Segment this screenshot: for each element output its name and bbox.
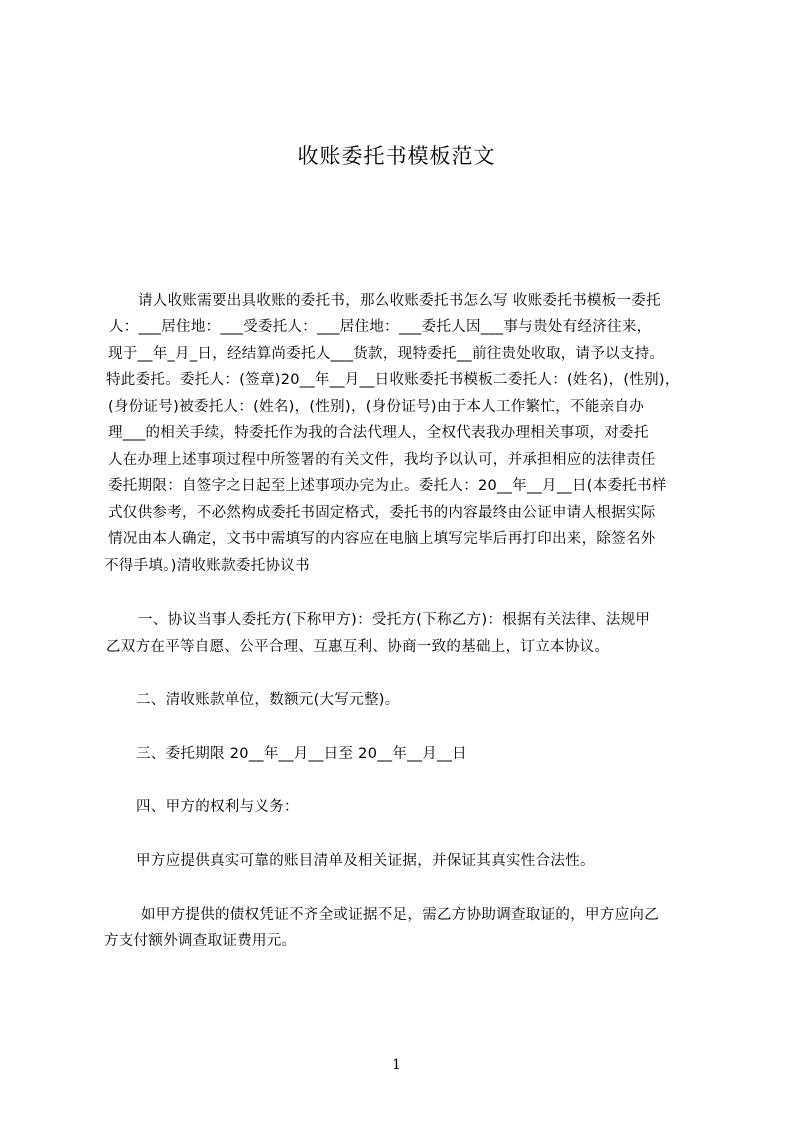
intro-line-5: (身份证号)被委托人：(姓名)，(性别)，(身份证号)由于本人工作繁忙，不能亲自办 [108,399,645,415]
intro-line-8: 委托期限：自签字之日起至上述事项办完为止。委托人：20__年__月__日(本委托书样 [108,478,667,494]
intro-line-7: 人在办理上述事项过程中所签署的有关文件，我均予以认可，并承担相应的法律责任 [108,452,656,468]
intro-line-4: 特此委托。委托人：(签章)20__年__月__日收账委托书模板二委托人：(姓名)，(性别)， [106,372,680,388]
intro-line-10: 情况由本人确定，文书中需填写的内容应在电脑上填写完毕后再打印出来，除签名外 [108,531,656,547]
section-4-paragraph-1: 甲方应提供真实可靠的账目清单及相关证据，并保证其真实性合法性。 [136,853,595,869]
section-3: 三、委托期限 20__年__月__日至 20__年__月__日 [136,746,467,762]
intro-line-6: 理___的相关手续，特委托作为我的合法代理人，全权代表我办理相关事项，对委托 [108,425,649,441]
intro-line-1: 请人收账需要出具收账的委托书，那么收账委托书怎么写 收账委托书模板一委托 [138,293,661,309]
page-number: 1 [392,1057,401,1073]
section-4-paragraph-2-line-2: 方支付额外调查取证费用元。 [104,933,297,949]
section-4-paragraph-2-line-1: 如甲方提供的债权凭证不齐全或证据不足，需乙方协助调查取证的，甲方应向乙 [141,907,659,923]
intro-line-9: 式仅供参考，不必然构成委托书固定格式，委托书的内容最终由公证申请人根据实际 [108,505,656,521]
section-1-line-1: 一、协议当事人委托方(下称甲方)：受托方(下称乙方)：根据有关法律、法规甲 [138,612,651,628]
section-1-line-2: 乙双方在平等自愿、公平合理、互惠互利、协商一致的基础上，订立本协议。 [106,639,610,655]
intro-line-11: 不得手填。)清收账款委托协议书 [104,558,310,574]
section-2: 二、清收账款单位，数额元(大写元整)。 [136,692,400,708]
section-4-heading: 四、甲方的权利与义务： [136,799,299,815]
intro-line-2: 人：___居住地：___受委托人：___居住地：___委托人因___事与贵处有经济往来， [109,319,652,335]
page-title: 收账委托书模板范文 [297,144,496,168]
intro-line-3: 现于__年_月_日，经结算尚委托人___货款，现特委托__前往贵处收取，请予以支持。 [108,346,665,362]
